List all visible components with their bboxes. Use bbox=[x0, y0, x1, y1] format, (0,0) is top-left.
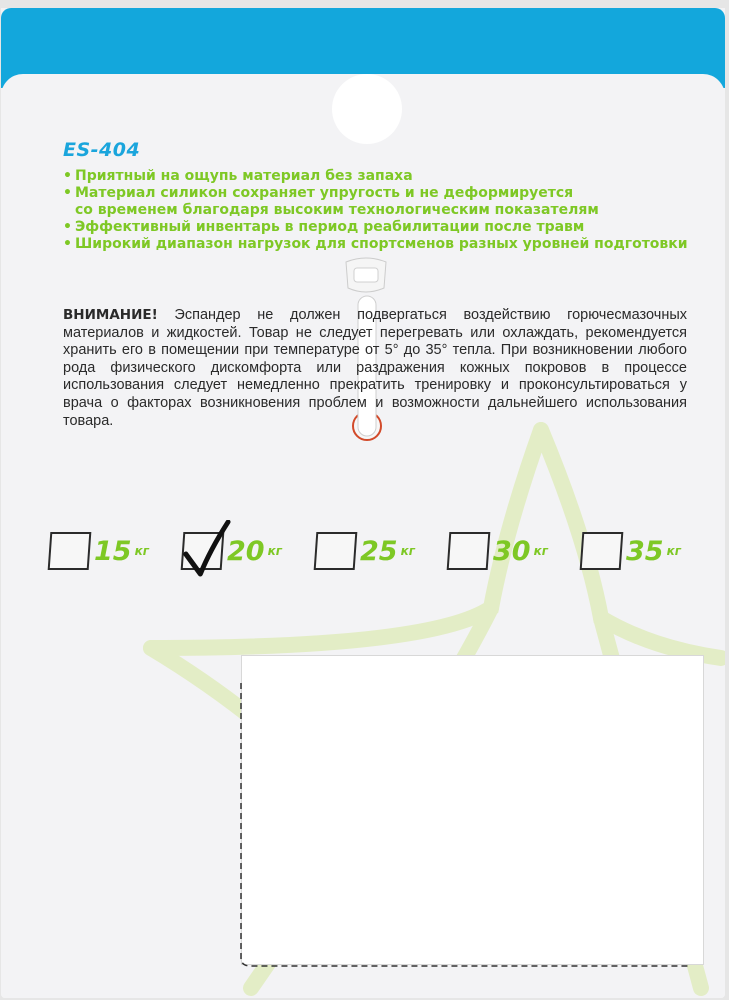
weight-unit: кг bbox=[267, 544, 282, 558]
warning-body: Эспандер не должен подвергаться воздействию горючесмазочных материалов и жидкостей. Товар не следует перегревать или охлаждать, рекомендуется хранить его в помещении при температуре от 5° до 35° тепла. При возникновении любого рода физического дискомфорта или раздражения кожных покровов в процессе использования следует немедленно прекратить тренировку и проконсультироваться у врача о факторах возникновения проблем и возможности дальнейшего использования товара. bbox=[63, 307, 687, 429]
feature-text-continued: со временем благодаря высоким технологическим показателям bbox=[75, 202, 599, 218]
weight-unit: кг bbox=[533, 544, 548, 558]
feature-text: Широкий диапазон нагрузок для спортсменов разных уровней подготовки bbox=[75, 236, 688, 252]
weight-value: 25 bbox=[360, 535, 398, 567]
product-card bbox=[1, 8, 725, 998]
model-name: ES-404 bbox=[63, 139, 141, 161]
weight-unit: кг bbox=[134, 544, 149, 558]
feature-text: Материал силикон сохраняет упругость и не деформируется bbox=[75, 185, 574, 201]
weight-unit: кг bbox=[400, 544, 415, 558]
weight-value: 30 bbox=[493, 535, 531, 567]
bullet-icon: • bbox=[63, 185, 72, 201]
bullet-icon: • bbox=[63, 236, 72, 252]
weight-unit: кг bbox=[666, 544, 681, 558]
tear-dashed-line bbox=[1, 8, 725, 998]
bullet-icon: • bbox=[63, 219, 72, 235]
bullet-icon: • bbox=[63, 168, 72, 184]
feature-text: Приятный на ощупь материал без запаха bbox=[75, 168, 413, 184]
weight-value: 15 bbox=[94, 535, 132, 567]
weight-value: 35 bbox=[626, 535, 664, 567]
feature-text: Эффективный инвентарь в период реабилитации после травм bbox=[75, 219, 585, 235]
warning-label: ВНИМАНИЕ! bbox=[63, 307, 158, 323]
weight-value: 20 bbox=[227, 535, 265, 567]
